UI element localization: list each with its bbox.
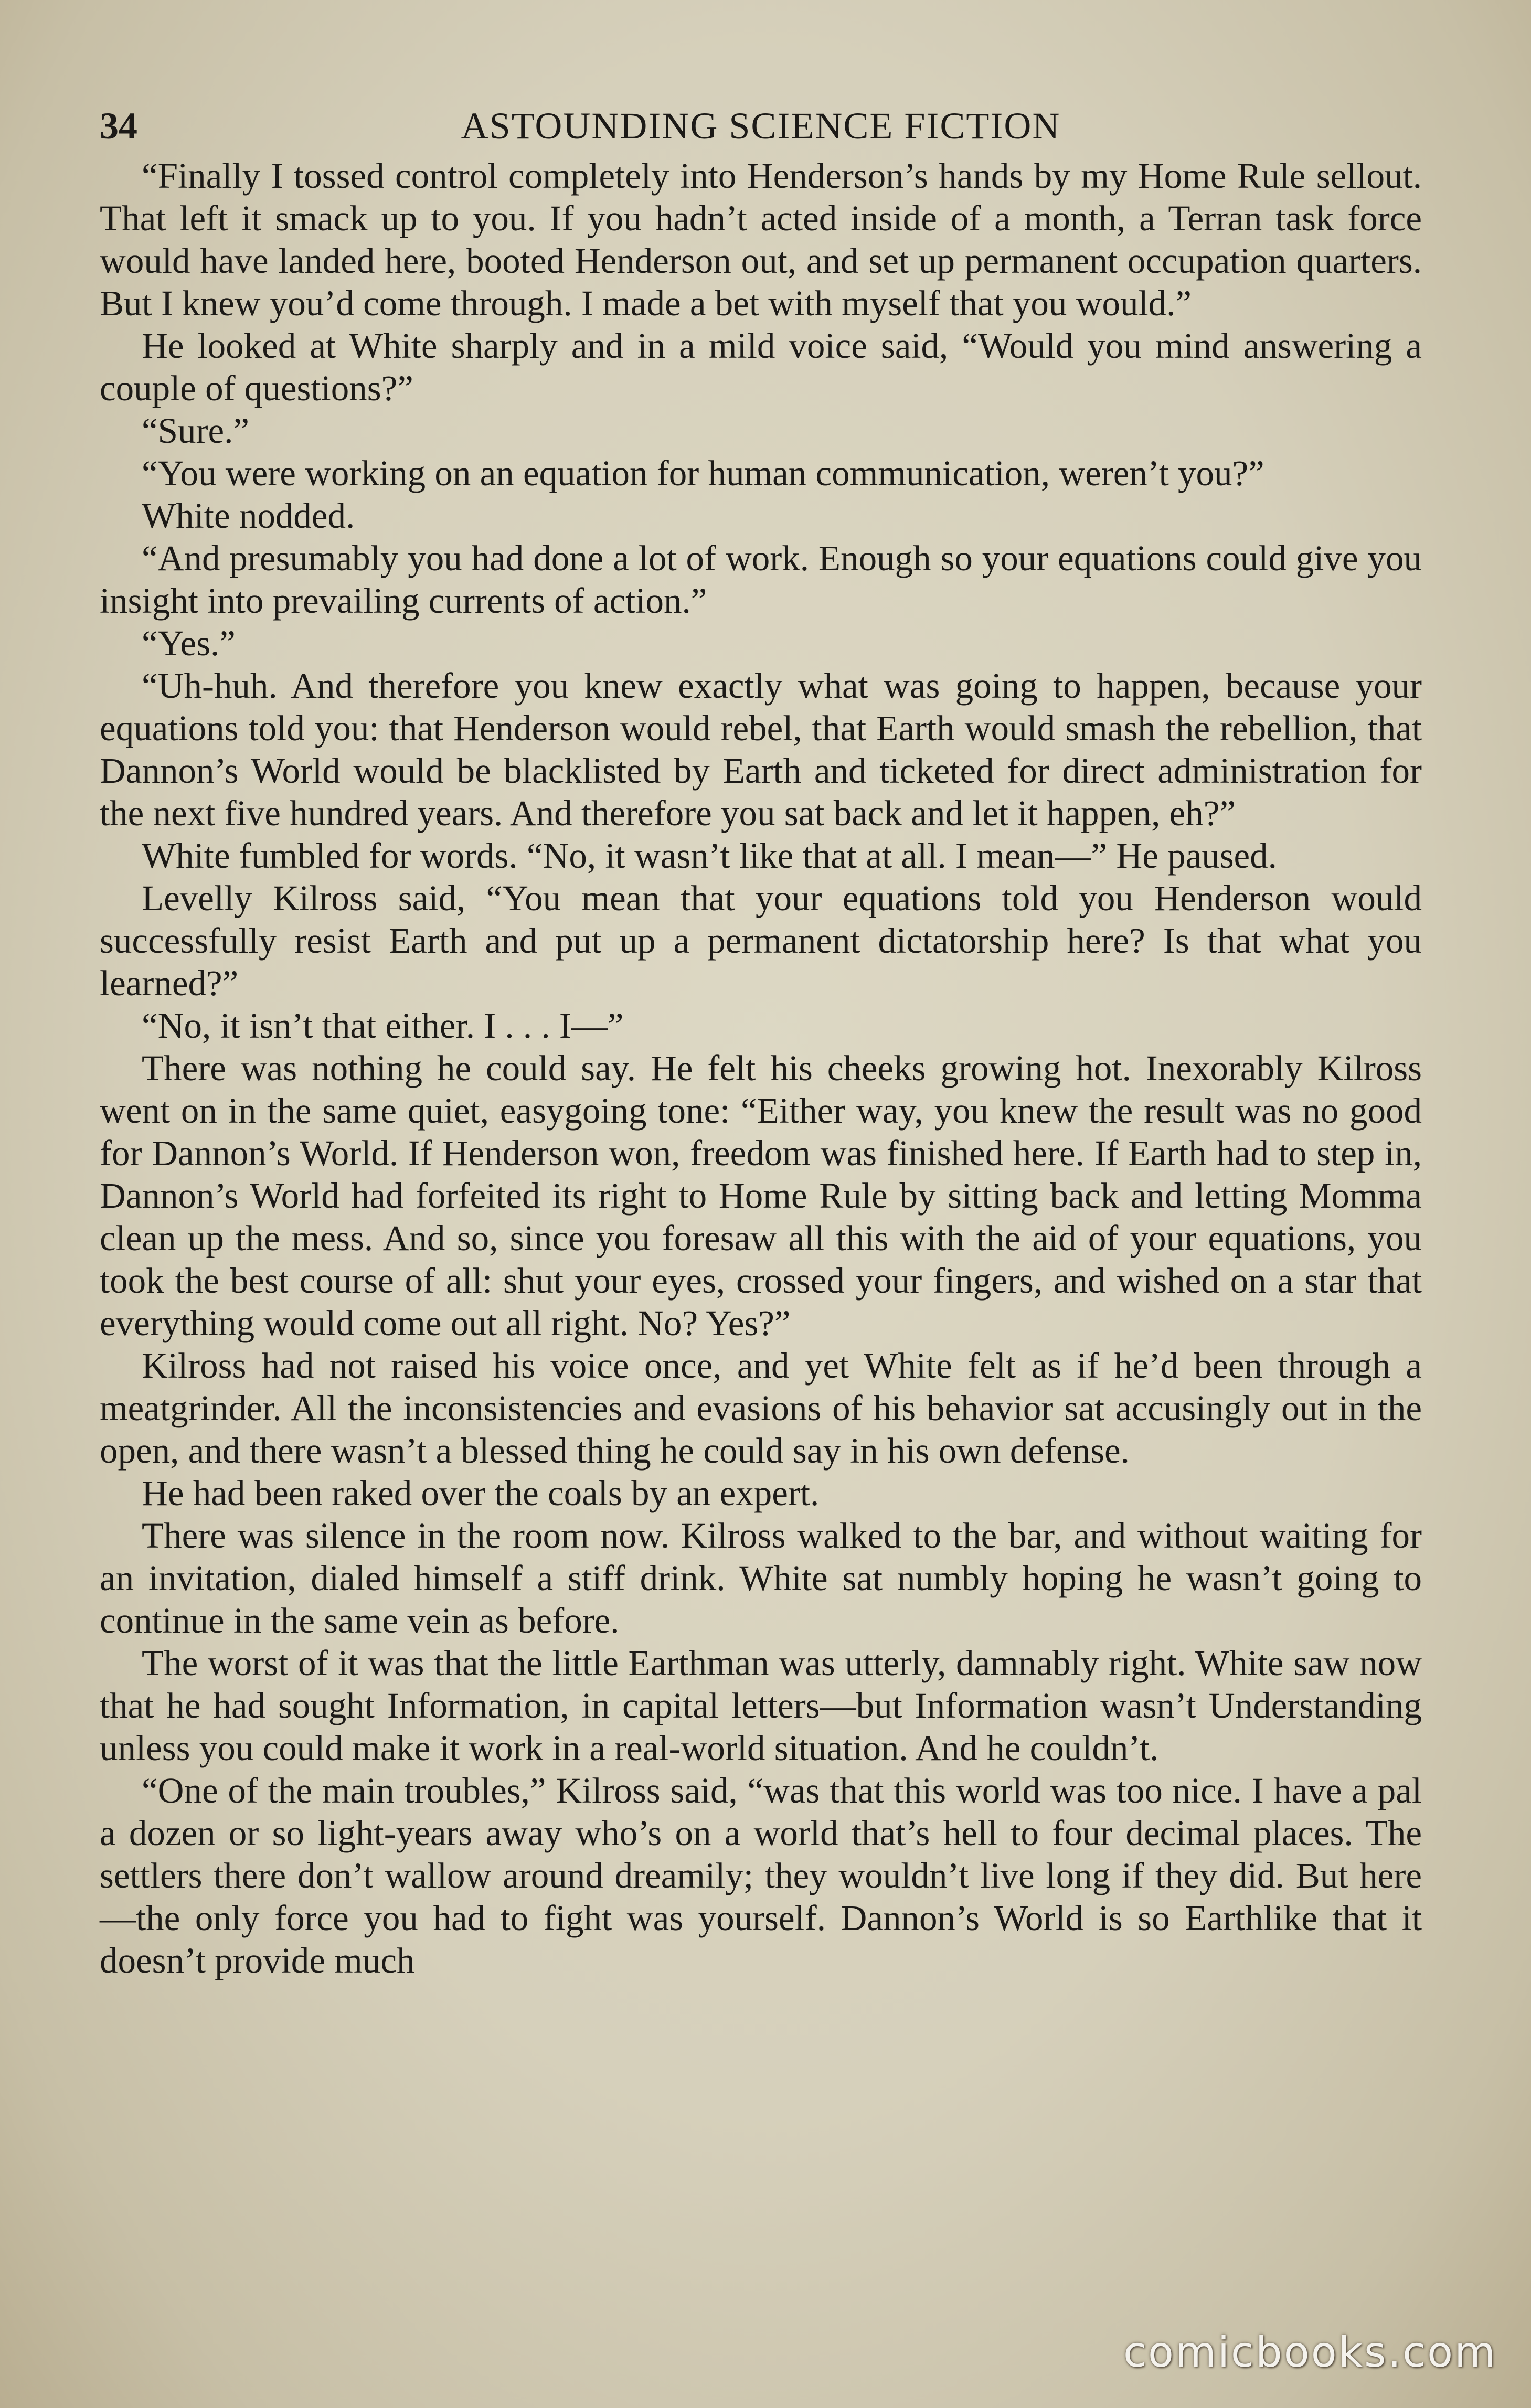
page-number: 34 <box>100 105 137 147</box>
paragraph: He looked at White sharply and in a mild voice said, “Would you mind answering a couple of questions?” <box>100 326 1422 408</box>
book-page <box>100 97 1422 1982</box>
paragraph: “Uh-huh. And therefore you knew exactly what was going to happen, because your equations told you: that Henderson would rebel, that Earth would smash the rebellion, that Dannon’s World would be blacklisted by Earth and ticketed for direct administration for the next five hundred years. And therefore you sat back and let it happen, eh?” <box>100 666 1422 833</box>
paragraph: Kilross had not raised his voice once, and yet White felt as if he’d been through a meatgrinder. All the inconsistencies and evasions of his behavior sat accusingly out in the open, and there wasn’t a blessed thing he could say in his own defense. <box>100 1346 1422 1471</box>
running-head <box>100 97 1422 155</box>
paragraph: “Finally I tossed control completely into Henderson’s hands by my Home Rule sellout. That left it smack up to you. If you hadn’t acted inside of a month, a Terran task force would have landed here, booted Henderson out, and set up permanent occupation quarters. But I knew you’d come through. I made a bet with myself that you would.” <box>100 156 1422 323</box>
magazine-title: ASTOUNDING SCIENCE FICTION <box>461 105 1061 147</box>
paragraph: “No, it isn’t that either. I . . . I—” <box>142 1006 624 1046</box>
paragraph: The worst of it was that the little Earthman was utterly, damnably right. White saw now that he had sought Information, in capital letters—but Information wasn’t Understanding unless you could make it work in a real-world situation. And he couldn’t. <box>100 1643 1422 1768</box>
paragraph: “And presumably you had done a lot of work. Enough so your equations could give you insight into prevailing currents of action.” <box>100 538 1422 621</box>
paragraph: “You were working on an equation for human communication, weren’t you?” <box>142 453 1264 493</box>
paragraph: Levelly Kilross said, “You mean that your equations told you Henderson would successfully resist Earth and put up a permanent dictatorship here? Is that what you learned?” <box>100 878 1422 1003</box>
paragraph: White nodded. <box>142 496 355 536</box>
paragraph: “Sure.” <box>142 411 249 451</box>
paragraph: White fumbled for words. “No, it wasn’t like that at all. I mean—” He paused. <box>142 836 1277 876</box>
paragraph: “One of the main troubles,” Kilross said, “was that this world was too nice. I have a pal a dozen or so light-years away who’s on a world that’s hell to four decimal places. The settlers there don’t wallow around dreamily; they wouldn’t live long if they did. But here—the only force you had to fight was yourself. Dannon’s World is so Earthlike that it doesn’t provide much <box>100 1771 1422 1980</box>
story-text <box>100 155 1422 1982</box>
paragraph: There was silence in the room now. Kilross walked to the bar, and without waiting for an invitation, dialed himself a stiff drink. White sat numbly hoping he wasn’t going to continue in the same vein as before. <box>100 1516 1422 1640</box>
paragraph: There was nothing he could say. He felt his cheeks growing hot. Inexorably Kilross went on in the same quiet, easygoing tone: “Either way, you knew the result was no good for Dannon’s World. If Henderson won, freedom was finished here. If Earth had to step in, Dannon’s World had forfeited its right to Home Rule by sitting back and letting Momma clean up the mess. And so, since you foresaw all this with the aid of your equations, you took the best course of all: shut your eyes, crossed your fingers, and wished on a star that everything would come out all right. No? Yes?” <box>100 1048 1422 1343</box>
watermark: comicbooks.com <box>1123 2328 1497 2377</box>
paragraph: He had been raked over the coals by an expert. <box>142 1473 820 1513</box>
paragraph: “Yes.” <box>142 623 236 663</box>
